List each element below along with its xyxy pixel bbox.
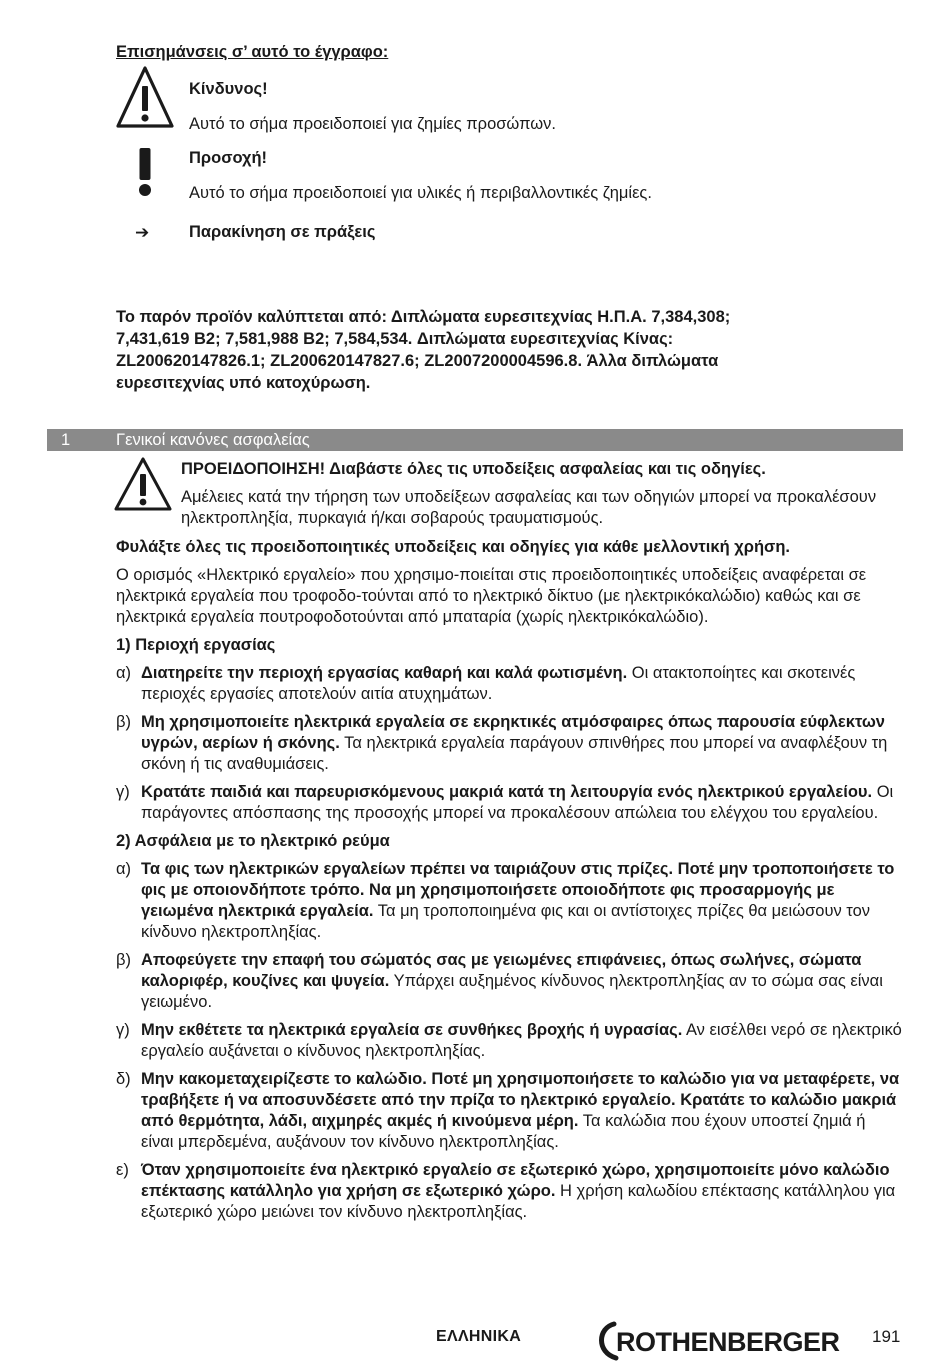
list-item xyxy=(116,782,902,824)
list-item xyxy=(116,859,902,943)
item-text xyxy=(141,1160,902,1223)
item-text xyxy=(141,782,902,824)
item-text xyxy=(141,712,902,775)
hint-caution-label: Προσοχή! xyxy=(189,149,268,167)
brand-wordmark: ROTHENBERGER xyxy=(616,1327,840,1357)
warning-triangle-icon xyxy=(114,64,176,130)
item-text xyxy=(141,1020,902,1062)
arrow-right-icon: ➔ xyxy=(135,223,150,242)
section-title: Γενικοί κανόνες ασφαλείας xyxy=(116,431,310,449)
footer-language: ΕΛΛΗΝΙΚΑ xyxy=(436,1328,522,1345)
patent-line: Το παρόν προϊόν καλύπτεται από: Διπλώματα ευρεσιτεχνίας Η.Π.Α. 7,384,308; xyxy=(116,308,731,326)
keep-notice: Φυλάξτε όλες τις προειδοποιητικές υποδείξεις και οδηγίες για κάθε μελλοντική χρήση. xyxy=(116,538,790,556)
item-text xyxy=(141,950,902,1013)
hint-danger-label: Κίνδυνος! xyxy=(189,80,268,98)
item-bold: Διατηρείτε την περιοχή εργασίας καθαρή και καλά φωτισμένη. xyxy=(141,664,628,682)
hint-caution-text: Αυτό το σήμα προειδοποιεί για υλικές ή περιβαλλοντικές ζημίες. xyxy=(189,184,652,202)
warning-text: Αμέλειες κατά την τήρηση των υποδείξεων ασφαλείας και των οδηγιών μπορεί να προκαλέσουν ηλεκτροπληξία, πυρκαγιά ή/και σοβαρούς τραυματισμούς. xyxy=(181,488,877,527)
list-item xyxy=(116,950,902,1013)
warning-triangle-icon xyxy=(113,456,173,518)
brand-logo xyxy=(594,1318,854,1362)
patent-line: ZL200620147826.1; ZL200620147827.6; ZL2007200004596.8. Άλλα διπλώματα xyxy=(116,352,719,370)
hints-title: Επισημάνσεις σ’ αυτό το έγγραφο: xyxy=(116,43,389,61)
page-number: 191 xyxy=(872,1327,901,1346)
item-label: α) xyxy=(116,664,132,682)
item-label: γ) xyxy=(116,783,130,801)
patent-notice xyxy=(116,306,896,394)
item-label: γ) xyxy=(116,1021,130,1039)
section-header xyxy=(47,429,903,451)
subsection-heading: 2) Ασφάλεια με το ηλεκτρικό ρεύμα xyxy=(116,832,390,850)
subsection-heading: 1) Περιοχή εργασίας xyxy=(116,636,276,654)
item-bold: Τα φις των ηλεκτρικών εργαλείων πρέπει να ταιριάζουν στις πρίζες. Ποτέ μην τροποποιήσετε το φις με οποιονδήποτε τρόπο. Να μη χρησιμοποιήσετε οποιοδήποτε φις προσαρμογής με γειωμένα ηλεκτρικά εργαλεία. xyxy=(141,860,895,920)
item-text xyxy=(141,859,902,943)
item-rest: Τα μη τροποποιημένα φις και οι αντίστοιχες πρίζες θα μειώσουν τον κίνδυνο ηλεκτροπληξίας. xyxy=(141,902,871,941)
item-rest: Τα καλώδια που έχουν υποστεί ζημιά ή είναι μπερδεμένα, αυξάνουν τον κίνδυνο ηλεκτροπληξίας. xyxy=(141,1112,866,1151)
item-label: ε) xyxy=(116,1161,129,1179)
exclamation-icon xyxy=(114,146,176,198)
patent-line: 7,431,619 B2; 7,581,988 B2; 7,584,534. Διπλώματα ευρεσιτεχνίας Κίνας: xyxy=(116,330,674,348)
item-rest: Οι παράγοντες απόσπασης της προσοχής μπορεί να προκαλέσουν απώλεια του ελέγχου του εργαλείου. xyxy=(141,783,894,822)
list-item xyxy=(116,1069,902,1153)
item-rest: Αν εισέλθει νερό σε ηλεκτρικό εργαλείο αυξάνεται ο κίνδυνος ηλεκτροπληξίας. xyxy=(141,1021,902,1060)
safety-content xyxy=(116,537,902,1230)
warning-heading: ΠΡΟΕΙΔΟΠΟΙΗΣΗ! Διαβάστε όλες τις υποδείξεις ασφαλείας και τις οδηγίες. xyxy=(181,460,766,478)
list-item xyxy=(116,1020,902,1062)
list-item xyxy=(116,1160,902,1223)
hint-danger-text: Αυτό το σήμα προειδοποιεί για ζημίες προσώπων. xyxy=(189,115,556,133)
item-label: α) xyxy=(116,860,132,878)
item-rest: Η χρήση καλωδίου επέκτασης κατάλληλου για εξωτερικό χώρο μειώνει τον κίνδυνο ηλεκτροπληξίας. xyxy=(141,1182,896,1221)
section-number: 1 xyxy=(61,431,71,449)
item-bold: Μην κακομεταχειρίζεστε το καλώδιο. Ποτέ μη χρησιμοποιήσετε το καλώδιο για να μεταφέρετε, να τραβήξετε ή να αποσυνδέσετε από την πρίζα το ηλεκτρικό εργαλείο. Κρατάτε το καλώδιο μακριά από θερμότητα, λάδι, αιχμηρές ακμές ή κινούμενα μέρη. xyxy=(141,1070,900,1130)
general-warning xyxy=(181,459,901,529)
item-bold: Αποφεύγετε την επαφή του σώματός σας με γειωμένες επιφάνειες, όπως σωλήνες, σώματα καλοριφέρ, κουζίνες και ψυγεία. xyxy=(141,951,862,990)
item-text xyxy=(141,663,902,705)
item-bold: Μη χρησιμοποιείτε ηλεκτρικά εργαλεία σε εκρηκτικές ατμόσφαιρες όπως παρουσία εύφλεκτων υγρών, αερίων ή σκόνης. xyxy=(141,713,885,752)
item-rest: Υπάρχει αυξημένος κίνδυνος ηλεκτροπληξίας αν το σώμα σας είναι γειωμένο. xyxy=(141,972,883,1011)
list-item xyxy=(116,663,902,705)
hint-action-label: Παρακίνηση σε πράξεις xyxy=(189,223,376,241)
item-bold: Κρατάτε παιδιά και παρευρισκόμενους μακριά κατά τη λειτουργία ενός ηλεκτρικού εργαλείου. xyxy=(141,783,873,801)
item-label: β) xyxy=(116,713,131,731)
item-label: δ) xyxy=(116,1070,131,1088)
list-item xyxy=(116,712,902,775)
item-bold: Όταν χρησιμοποιείτε ένα ηλεκτρικό εργαλείο σε εξωτερικό χώρο, χρησιμοποιείτε μόνο καλώδιο επέκτασης κατάλληλο για χρήση σε εξωτερικό χώρο. xyxy=(141,1161,890,1200)
item-label: β) xyxy=(116,951,131,969)
item-bold: Μην εκθέτετε τα ηλεκτρικά εργαλεία σε συνθήκες βροχής ή υγρασίας. xyxy=(141,1021,683,1039)
definition-paragraph: Ο ορισμός «Ηλεκτρικό εργαλείο» που χρησιμο-ποιείται στις προειδοποιητικές υποδείξεις αναφέρεται σε ηλεκτρικά εργαλεία που τροφοδο-τούνται από το ηλεκτρικό δίκτυο (με ηλεκτρικόκαλώδιο) καθώς και σε ηλεκτρικά εργαλεία πουτροφοδοτούνται από μπαταρία (χωρίς ηλεκτρικόκαλώδιο). xyxy=(116,566,867,626)
item-rest: Οι ατακτοποίητες και σκοτεινές περιοχές εργασίες αποτελούν αιτία ατυχημάτων. xyxy=(141,664,856,703)
item-text xyxy=(141,1069,902,1153)
item-rest: Τα ηλεκτρικά εργαλεία παράγουν σπινθήρες που μπορεί να αναφλέξουν τη σκόνη ή τις αναθυμιάσεις. xyxy=(141,734,888,773)
patent-line: ευρεσιτεχνίας υπό κατοχύρωση. xyxy=(116,374,371,392)
